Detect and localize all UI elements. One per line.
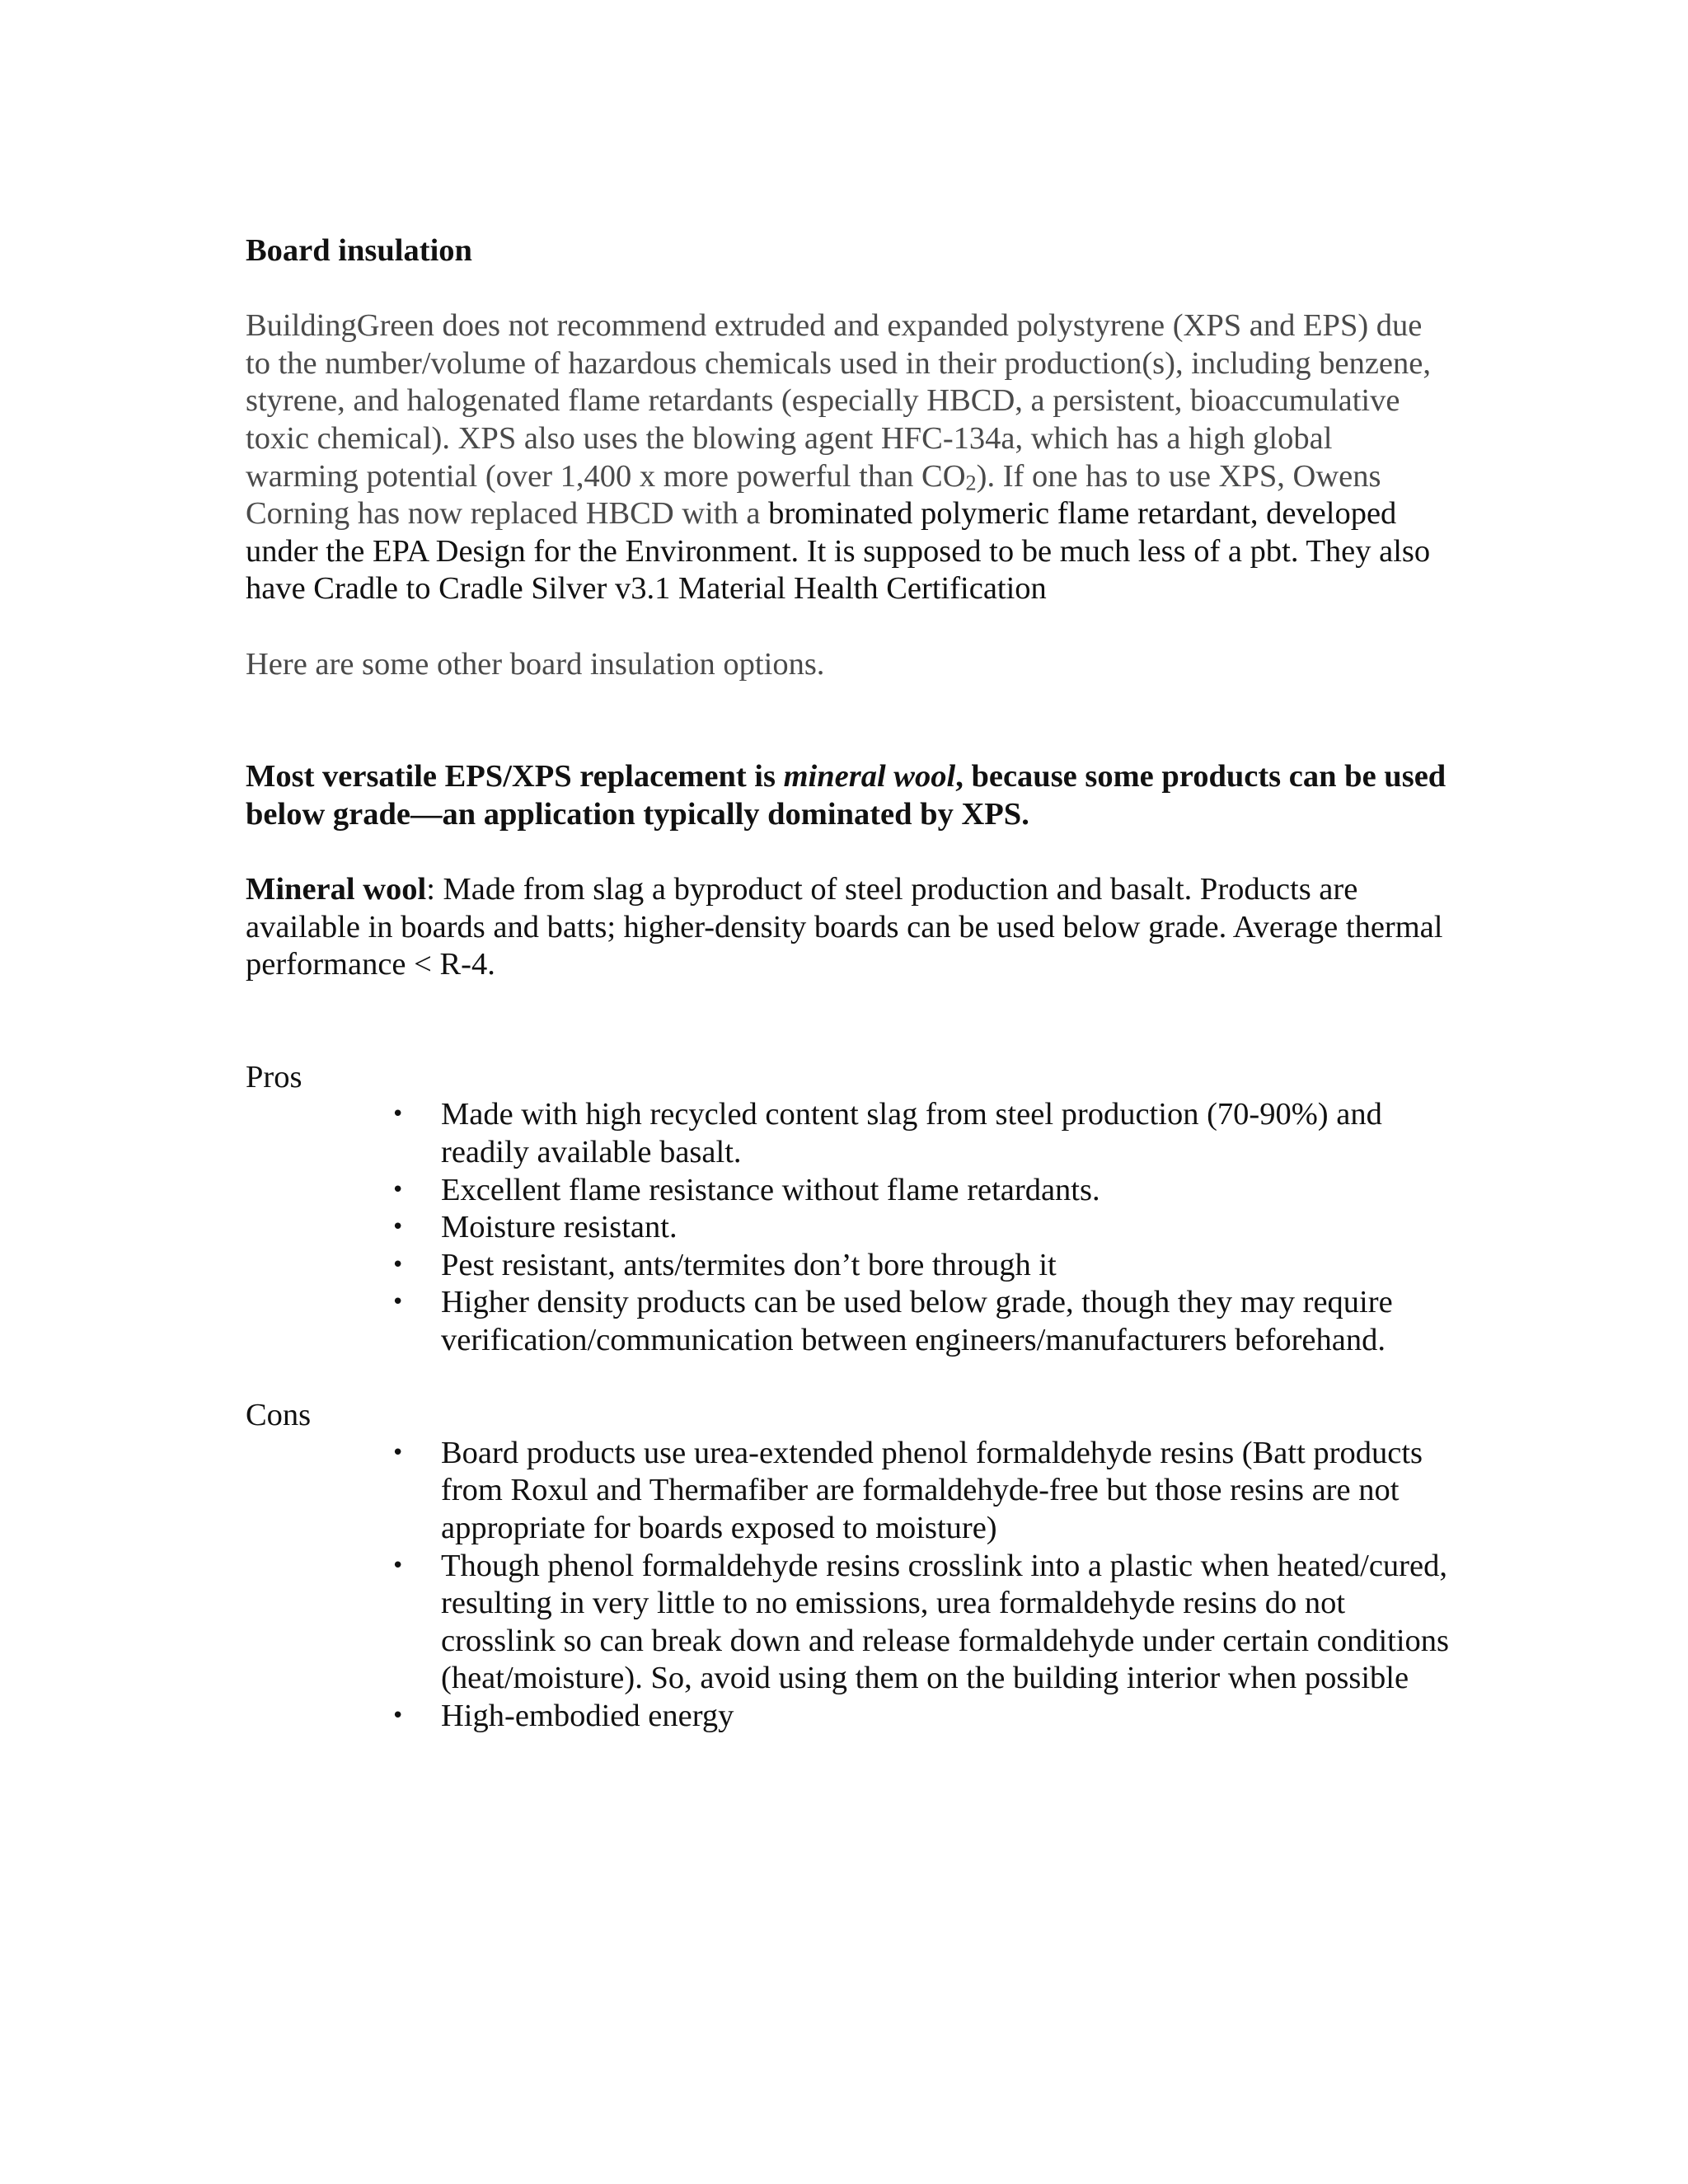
versatile-part2: , because some products can be used below grade—an application typically dominated by XPS. <box>246 759 1447 832</box>
bullet-icon: • <box>392 1252 405 1277</box>
mineral-wool-label: Mineral wool <box>246 872 427 907</box>
bullet-icon: • <box>392 1440 405 1465</box>
versatile-italic: mineral wool <box>783 759 956 794</box>
versatile-part1: Most versatile EPS/XPS replacement is <box>246 759 784 794</box>
page-heading: Board insulation <box>246 233 472 268</box>
bullet-icon: • <box>392 1290 405 1315</box>
mineral-wool-paragraph <box>246 871 1449 984</box>
bullet-icon: • <box>392 1703 405 1728</box>
list-item: • Made with high recycled content slag from steel production (70-90%) and readily available basalt. <box>392 1097 1382 1170</box>
list-item: • Pest resistant, ants/termites don’t bore through it <box>441 1247 1449 1285</box>
bullet-icon: • <box>392 1177 405 1202</box>
intro-gray-text: BuildingGreen does not recommend extruded and expanded polystyrene (XPS and EPS) due to the number/volume of hazardous chemicals used in their production(s), including benzene, styrene, and halogenated flame retardants (especially HBCD, a persistent, bioaccumulative toxic chemical). XPS also uses the blowing agent HFC-134a, which has a high global warming potential (over 1,400 x more powerful than CO <box>246 308 1431 494</box>
pros-label: Pros <box>246 1059 302 1094</box>
list-item: • Higher density products can be used below grade, though they may require verification/communication between engineers/manufacturers beforehand. <box>392 1285 1393 1358</box>
cons-label: Cons <box>246 1398 312 1433</box>
intro-black-text: brominated polymeric flame retardant, developed under the EPA Design for the Environment. It is supposed to be much less of a pbt. They also have Cradle to Cradle Silver v3.1 Material Health Certification <box>246 496 1431 607</box>
list-item: • High-embodied energy <box>441 1698 1449 1736</box>
bullet-icon: • <box>392 1102 405 1127</box>
list-item: • Though phenol formaldehyde resins crosslink into a plastic when heated/cured, resulting in very little to no emissions, urea formaldehyde resins do not crosslink so can break down and release formaldehyde under certain conditions (heat/moisture). So, avoid using them on the building interior when possible <box>392 1548 1450 1696</box>
list-item: • Excellent flame resistance without flame retardants. <box>441 1172 1449 1210</box>
pros-list <box>246 1096 1449 1359</box>
list-item: • Moisture resistant. <box>441 1209 1449 1247</box>
intro-gray-text-2: ). If one has to use XPS, Owens Corning has now replaced HBCD with a <box>246 458 1381 532</box>
cons-list <box>246 1435 1449 1736</box>
versatile-heading <box>246 758 1449 833</box>
intro-paragraph <box>246 307 1449 608</box>
bullet-icon: • <box>392 1215 405 1240</box>
options-line: Here are some other board insulation options. <box>246 646 825 682</box>
intro-subscript: 2 <box>965 471 977 495</box>
mineral-wool-text: : Made from slag a byproduct of steel production and basalt. Products are available in boards and batts; higher-density boards can be used below grade. Average thermal performance < R-4. <box>246 872 1443 982</box>
document-page <box>246 232 1449 1736</box>
bullet-icon: • <box>392 1553 405 1578</box>
list-item: • Board products use urea-extended phenol formaldehyde resins (Batt products from Roxul and Thermafiber are formaldehyde-free but those resins are not appropriate for boards exposed to moisture) <box>392 1435 1423 1545</box>
